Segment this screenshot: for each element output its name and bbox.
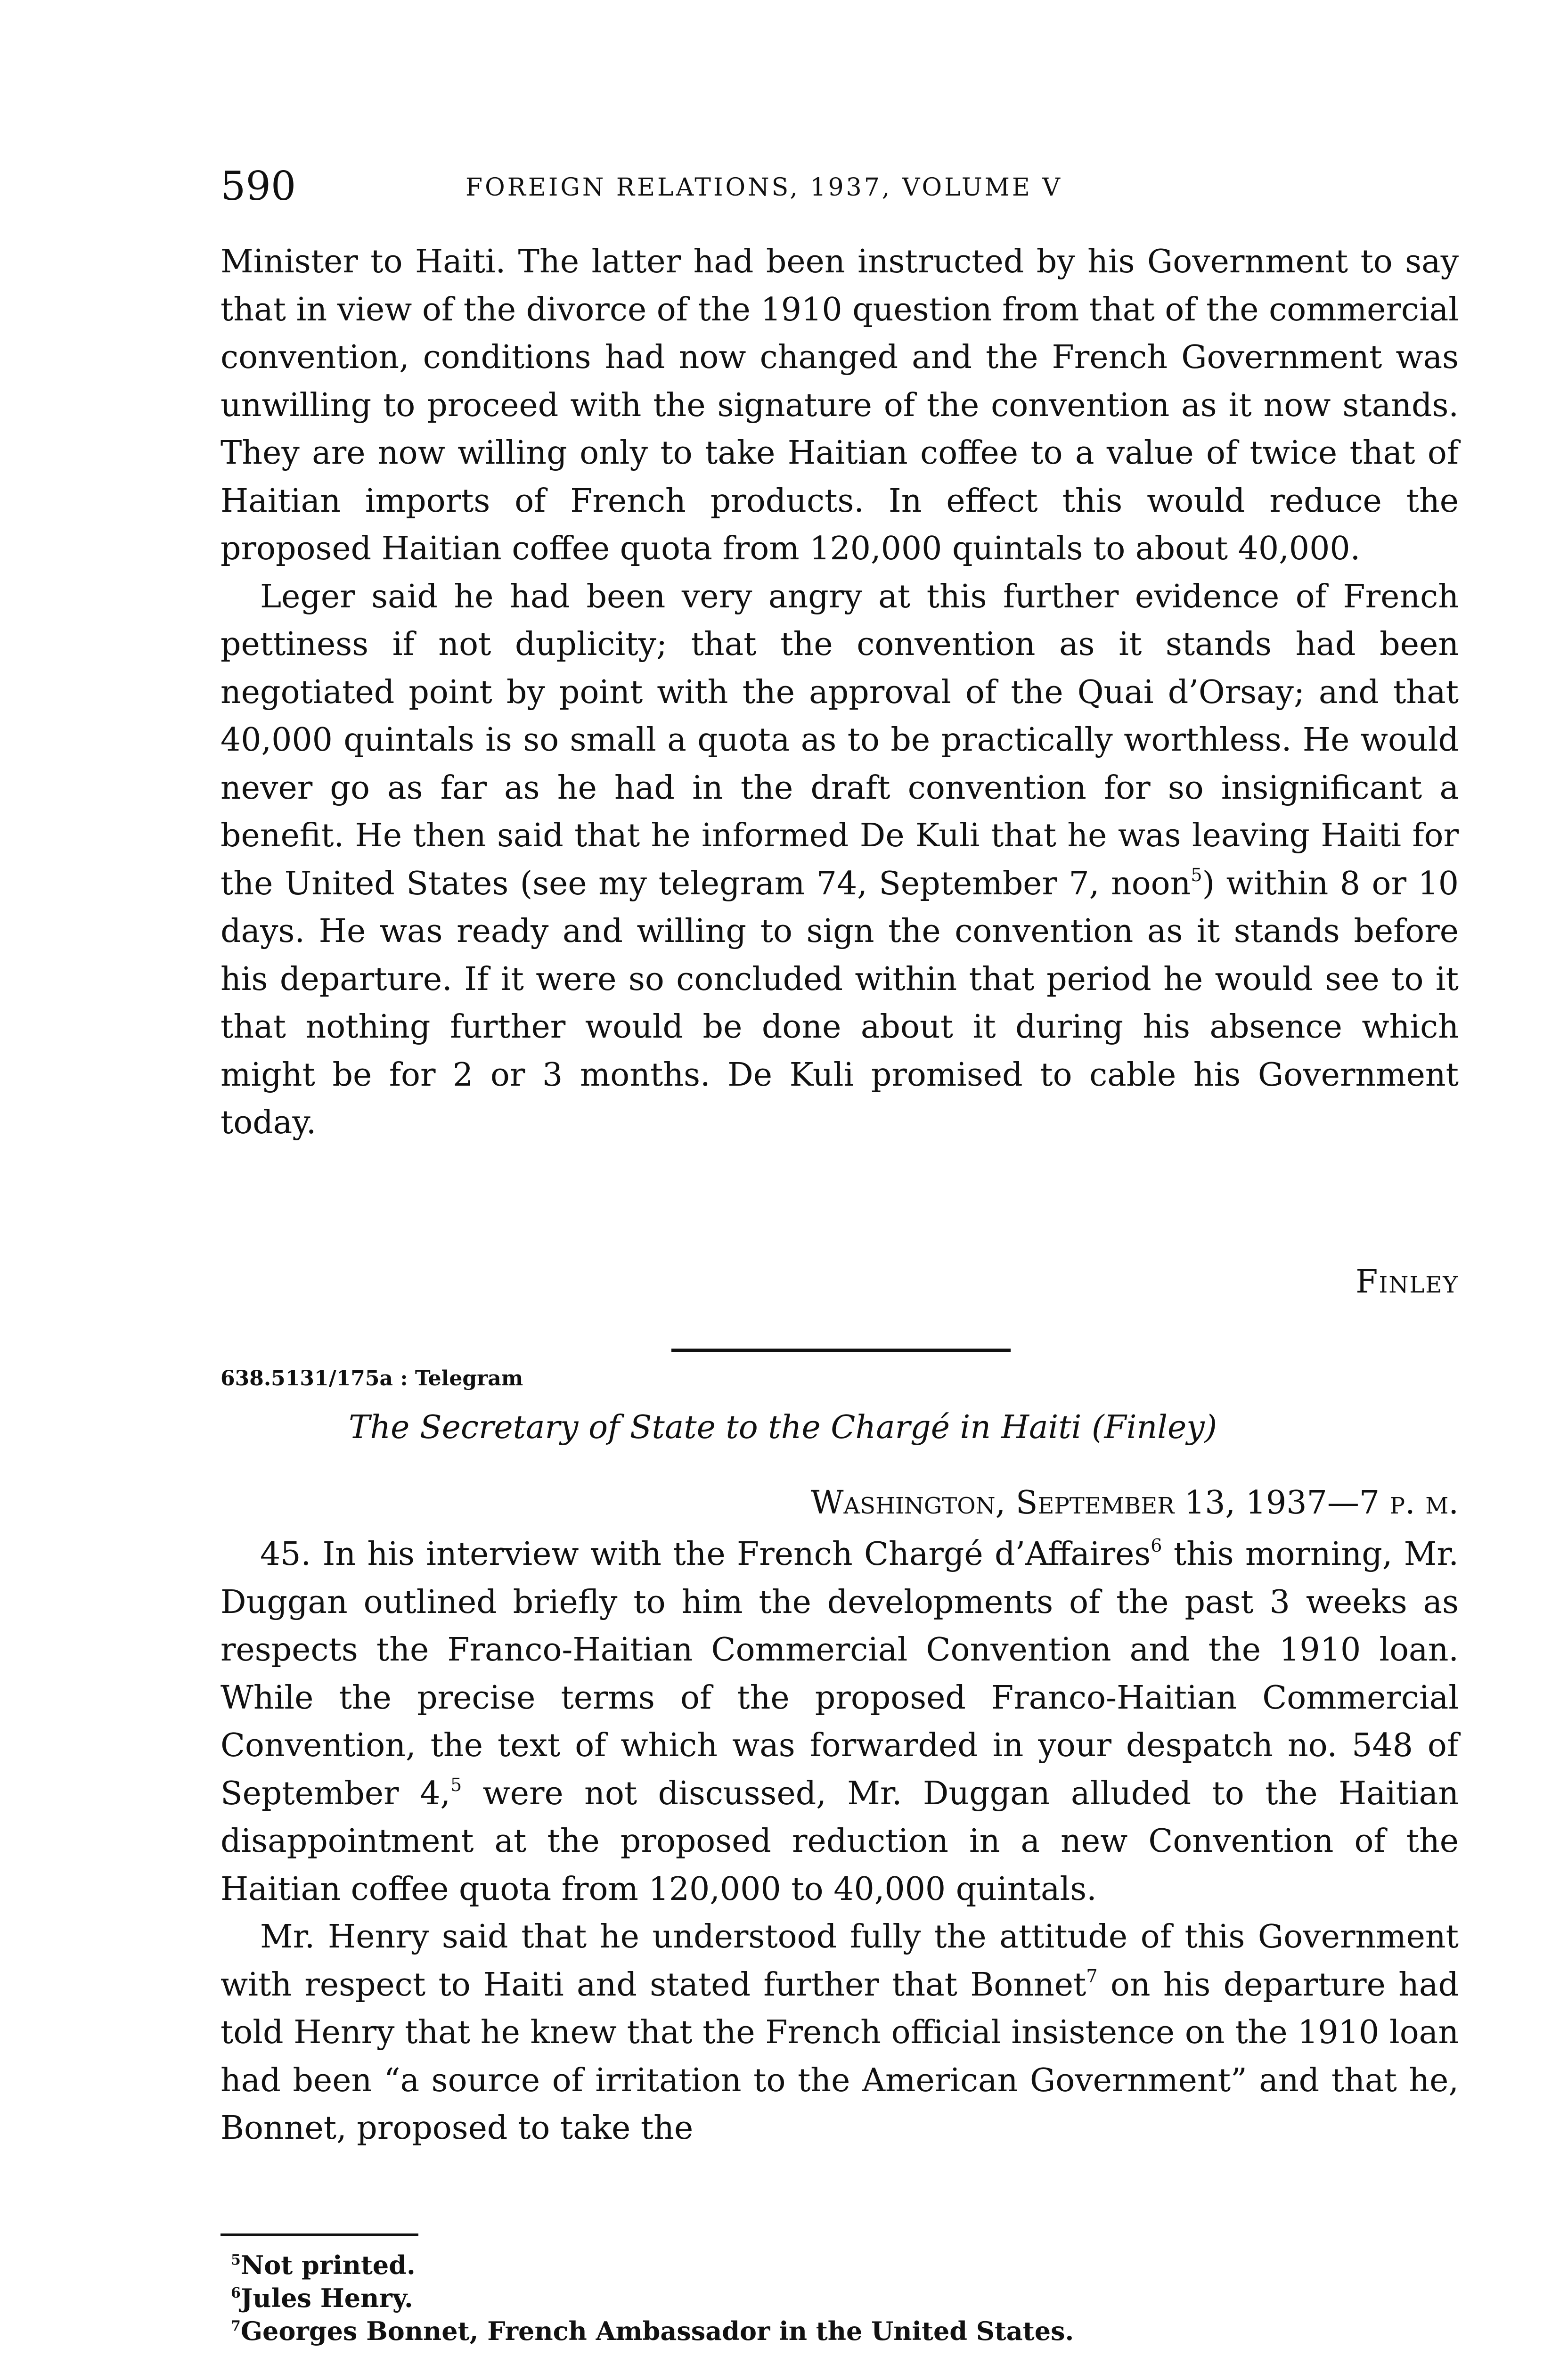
footnote-5 [220, 2249, 1351, 2282]
page-number: 590 [220, 163, 296, 209]
paragraph-henry-part-2: on his departure had told Henry that he knew that the French official insistence on the 1910 loan had been “a source of irritation to the American Government” and that he, Bonnet, proposed to take the [220, 1966, 1459, 2147]
running-head [220, 160, 1436, 212]
document-reference: 638.5131/175a : Telegram [220, 1366, 523, 1391]
telegram-body [220, 1530, 1459, 2152]
signature: Finley [1356, 1263, 1459, 1301]
paragraph-henry-part-1: Mr. Henry said that he understood fully the attitude of this Government with respect to Haiti and stated further that Bonnet [220, 1918, 1459, 2004]
paragraph-45-part-2: this morning, Mr. Duggan outlined briefly to him the developments of the past 3 weeks as respects the Franco-Haitian Commercial Convention and the 1910 loan. While the precise terms of the proposed Franco-Haitian Commercial Convention, the text of which was forwarded in your despatch no. 548 of September 4, [220, 1536, 1459, 1812]
footnote-text: Not printed. [240, 2250, 416, 2280]
footnote-mark: 6 [231, 2285, 241, 2301]
footnote-ref-5b: 5 [450, 1774, 462, 1795]
document-heading: The Secretary of State to the Chargé in Haiti (Finley) [349, 1409, 1217, 1446]
footnote-6 [220, 2282, 1351, 2315]
footnote-text: Jules Henry. [240, 2283, 413, 2313]
footnote-ref-5: 5 [1191, 864, 1202, 885]
footnotes [220, 2249, 1351, 2348]
footnote-text: Georges Bonnet, French Ambassador in the United States. [240, 2316, 1074, 2346]
footnote-ref-6: 6 [1151, 1535, 1162, 1556]
paragraph-45-part-3: were not discussed, Mr. Duggan alluded to the Haitian disappointment at the proposed reduction in a new Convention of the Haitian coffee quota from 120,000 to 40,000 quintals. [220, 1775, 1459, 1908]
footnote-mark: 7 [231, 2318, 241, 2334]
paragraph-leger-part-2: ) within 8 or 10 days. He was ready and willing to sign the convention as it stands before his departure. If it were so concluded within that period he would see to it that nothing further would be done about it during his absence which might be for 2 or 3 months. De Kuli promised to cable his Government today. [220, 865, 1459, 1141]
paragraph-leger-part-1: Leger said he had been very angry at this further evidence of French pettiness if not duplicity; that the convention as it stands had been negotiated point by point with the approval of the Quai d’Orsay; and that 40,000 quintals is so small a quota as to be practically worthless. He would never go as far as he had in the draft convention for so insignificant a benefit. He then said that he informed De Kuli that he was leaving Haiti for the United States (see my telegram 74, September 7, noon [220, 578, 1459, 902]
paragraph-leger [220, 573, 1459, 1147]
footnote-mark: 5 [231, 2252, 241, 2268]
paragraph-continuation: Minister to Haiti. The latter had been instructed by his Government to say that in view of the divorce of the 1910 question from that of the commercial convention, conditions had now changed and the French Government was unwilling to proceed with the signature of the convention as it now stands. They are now willing only to take Haitian coffee to a value of twice that of Haitian imports of French products. In effect this would reduce the proposed Haitian coffee quota from 120,000 quintals to about 40,000. [220, 243, 1459, 567]
footnote-7 [220, 2315, 1351, 2348]
footnote-divider [220, 2233, 418, 2236]
paragraph-henry [220, 1913, 1459, 2152]
running-title: FOREIGN RELATIONS, 1937, VOLUME V [466, 173, 1062, 202]
footnote-ref-7: 7 [1086, 1965, 1098, 1987]
section-divider [671, 1349, 1011, 1352]
paragraph-45 [220, 1530, 1459, 1913]
dateline: Washington, September 13, 1937—7 p. m. [810, 1484, 1459, 1522]
top-section [220, 238, 1459, 1147]
paragraph-45-part-1: 45. In his interview with the French Chargé d’Affaires [260, 1536, 1151, 1573]
